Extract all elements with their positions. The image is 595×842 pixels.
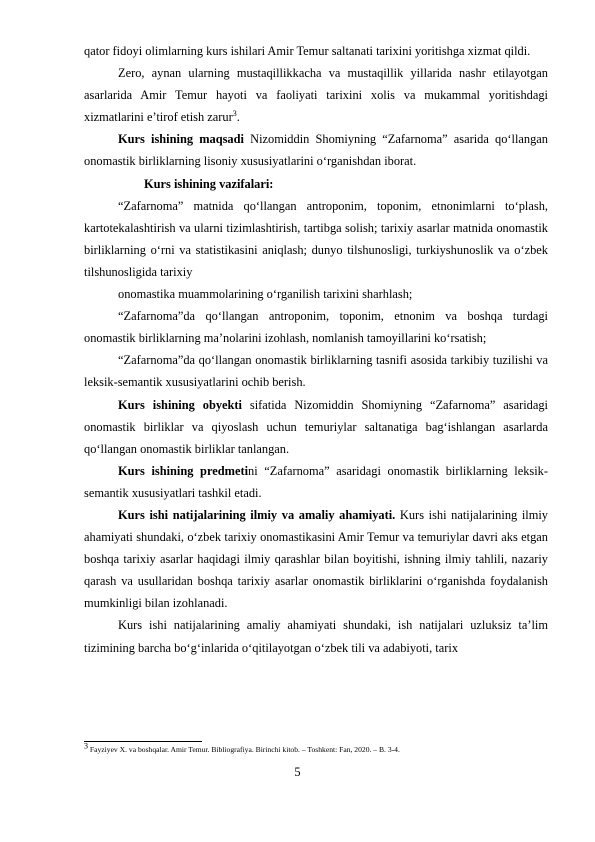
paragraph-2-text: Zero, aynan ularning mustaqillikkacha va mustaqillik yillarida nashr etilayotgan asarlarida Amir Temur hayoti va faoliyati tarixini xolis va mukammal yoritishdagi xizmatlarini e’tirof etish zarur <box>84 66 548 125</box>
paragraph-subject <box>84 460 548 504</box>
paragraph-significance <box>84 504 548 614</box>
paragraph-purpose <box>84 128 548 172</box>
paragraph-practical: Kurs ishi natijalarining amaliy ahamiyati shundaki, ish natijalari uzluksiz ta’lim tizimining barcha bo‘g‘inlarida o‘qitilayotgan o‘zbek tili va adabiyoti, tarix <box>84 618 548 655</box>
footnote-marker: 3 <box>84 741 88 751</box>
subject-text: ni “Zafarnoma” asaridagi onomastik birliklarning leksik-semantik xususiyatlari tashkil etadi. <box>84 463 548 500</box>
body-text <box>84 40 548 659</box>
paragraph-tasks-4: “Zafarnoma”da qo‘llangan onomastik birliklarning tasnifi asosida tarkibiy tuzilishi va leksik-semantik xususiyatlarini ochib berish. <box>84 353 548 390</box>
significance-label: Kurs ishi natijalarining ilmiy va amaliy ahamiyati. <box>118 507 396 522</box>
page-number: 5 <box>294 765 301 779</box>
purpose-text: Nizomiddin Shomiyning “Zafarnoma” asarida qo‘llangan onomastik birliklarning lisoniy xususiyatlarini o‘rganishdan iborat. <box>84 132 549 169</box>
paragraph-tasks-1: “Zafarnoma” matnida qo‘llangan antroponim, toponim, etnonimlarni to‘plash, kartotekalashtirish va ularni tizimlashtirish, tartibga solish; tarixiy asarlar matnida onomastik birliklarning o‘rni va statistikasini aniqlash; dunyo tilshunosligi, turkiyshunoslik va o‘zbek tilshunosligida tarixiy <box>84 198 548 279</box>
footnote-text: Fayziyev X. va boshqalar. Amir Temur. Bibliografiya. Birinchi kitob. – Toshkent: Fan, 2020. – B. 3-4. <box>88 745 400 754</box>
subject-label: Kurs ishining predmeti <box>118 463 249 478</box>
significance-text: Kurs ishi natijalarining ilmiy ahamiyati shundaki, o‘zbek tarixiy onomastikasini Amir Temur va temuriylar davri aks etgan boshqa tarixiy asarlar haqidagi ilmiy qarashlar bilan boyitishi, ishning ilmiy tahlili, nazariy qarash va usullaridan boshqa tarixiy asarlar onomastik birliklarini o‘rganishda foydalanish mumkinligi bilan izohlanadi. <box>84 507 548 611</box>
paragraph-2-end: . <box>236 110 240 125</box>
paragraph-tasks-3: “Zafarnoma”da qo‘llangan antroponim, toponim, etnonim va boshqa turdagi onomastik birliklarning ma’nolarini izohlash, nomlanish tamoyillarini ko‘rsatish; <box>84 309 548 346</box>
paragraph-tasks-2: onomastika muammolarining o‘rganilish tarixini sharhlash; <box>118 287 413 302</box>
tasks-heading: Kurs ishining vazifalari: <box>144 176 274 191</box>
paragraph-object <box>84 394 548 460</box>
paragraph-1: qator fidoyi olimlarning kurs ishilari Amir Temur saltanati tarixini yoritishga xizmat qildi. <box>84 44 531 58</box>
paragraph-2 <box>84 62 548 128</box>
footnote <box>84 741 548 755</box>
object-text: sifatida Nizomiddin Shomiyning “Zafarnoma” asaridagi onomastik birliklar va qiyoslash uchun temuriylar saltanatiga bag‘ishlangan asarlarda qo‘llangan onomastik birliklar tanlangan. <box>84 397 548 456</box>
object-label: Kurs ishining obyekti <box>118 397 242 412</box>
footnote-ref[interactable]: 3 <box>232 109 237 119</box>
purpose-label: Kurs ishining maqsadi <box>118 132 244 147</box>
footnote-separator <box>84 741 202 742</box>
